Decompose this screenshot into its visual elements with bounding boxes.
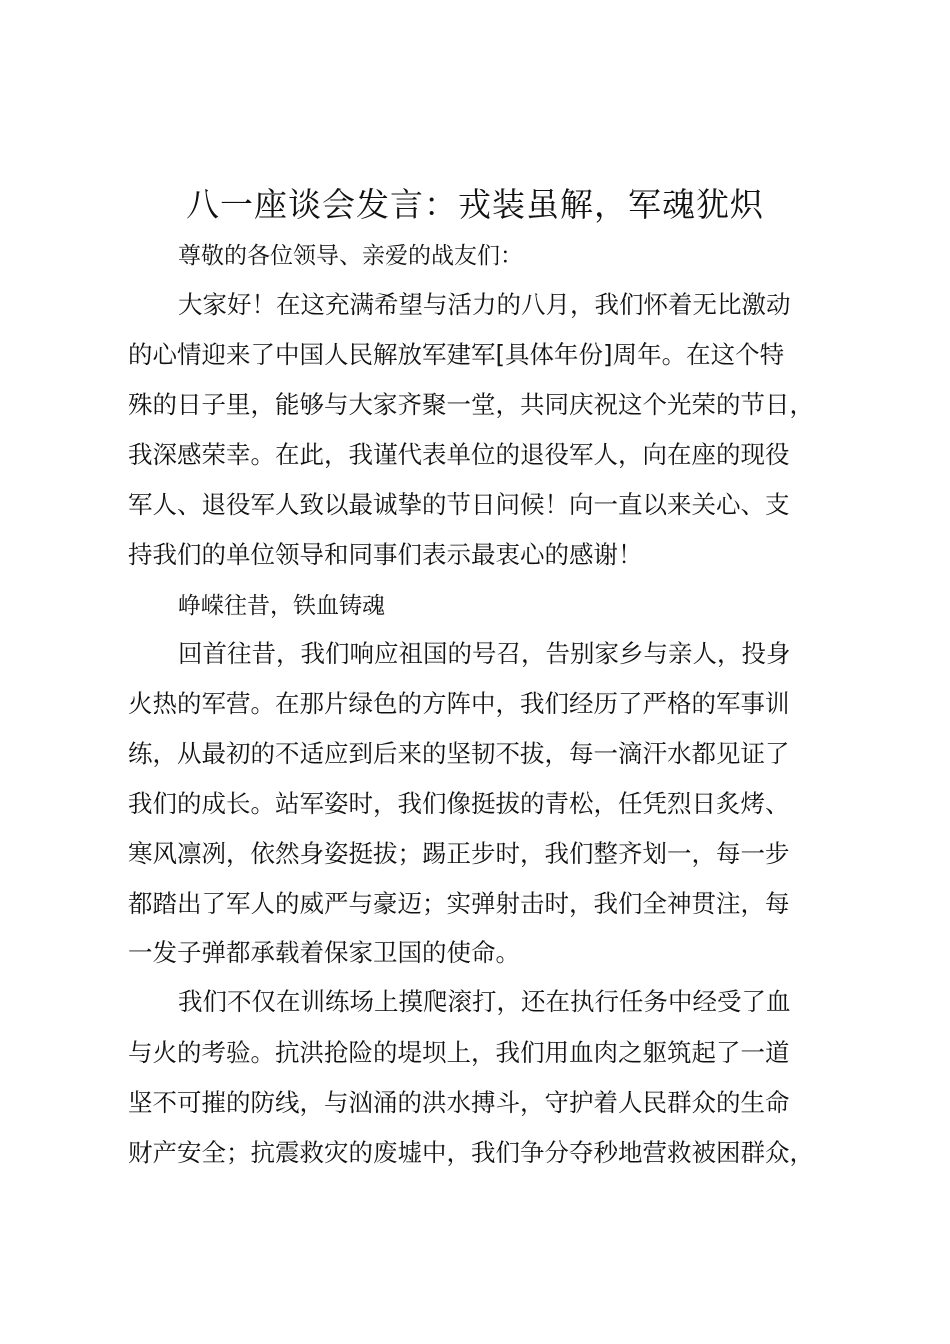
paragraph-line: 持我们的单位领导和同事们表示最衷心的感谢！ xyxy=(128,540,643,569)
paragraph-line: 军人、退役军人致以最诚挚的节日问候！向一直以来关心、支 xyxy=(128,490,790,519)
paragraph-line: 回首往昔，我们响应祖国的号召，告别家乡与亲人，投身 xyxy=(178,639,791,668)
paragraph-line: 练，从最初的不适应到后来的坚韧不拔，每一滴汗水都见证了 xyxy=(128,739,790,768)
paragraph-line: 都踏出了军人的威严与豪迈；实弹射击时，我们全神贯注，每 xyxy=(128,889,790,918)
paragraph-line: 一发子弹都承载着保家卫国的使命。 xyxy=(128,938,520,967)
paragraph-line: 我们不仅在训练场上摸爬滚打，还在执行任务中经受了血 xyxy=(178,987,791,1016)
paragraph-line: 殊的日子里，能够与大家齐聚一堂，共同庆祝这个光荣的节日， xyxy=(128,390,814,419)
paragraph-line: 我深感荣幸。在此，我谨代表单位的退役军人，向在座的现役 xyxy=(128,440,790,469)
paragraph-line: 与火的考验。抗洪抢险的堤坝上，我们用血肉之躯筑起了一道 xyxy=(128,1038,790,1067)
paragraph-line: 财产安全；抗震救灾的废墟中，我们争分夺秒地营救被困群众， xyxy=(128,1138,814,1167)
paragraph-line: 寒风凛冽，依然身姿挺拔；踢正步时，我们整齐划一，每一步 xyxy=(128,839,790,868)
paragraph-line: 坚不可摧的防线，与汹涌的洪水搏斗，守护着人民群众的生命 xyxy=(128,1088,790,1117)
document-title: 八一座谈会发言：戎装虽解，军魂犹炽 xyxy=(186,185,764,224)
paragraph-line: 火热的军营。在那片绿色的方阵中，我们经历了严格的军事训 xyxy=(128,689,790,718)
paragraph-line: 的心情迎来了中国人民解放军建军[具体年份]周年。在这个特 xyxy=(128,340,785,369)
paragraph-line: 大家好！在这充满希望与活力的八月，我们怀着无比激动 xyxy=(178,290,791,319)
section-subheading: 峥嵘往昔，铁血铸魂 xyxy=(178,593,385,619)
salutation: 尊敬的各位领导、亲爱的战友们： xyxy=(178,243,523,269)
paragraph-line: 我们的成长。站军姿时，我们像挺拔的青松，任凭烈日炙烤、 xyxy=(128,789,790,818)
